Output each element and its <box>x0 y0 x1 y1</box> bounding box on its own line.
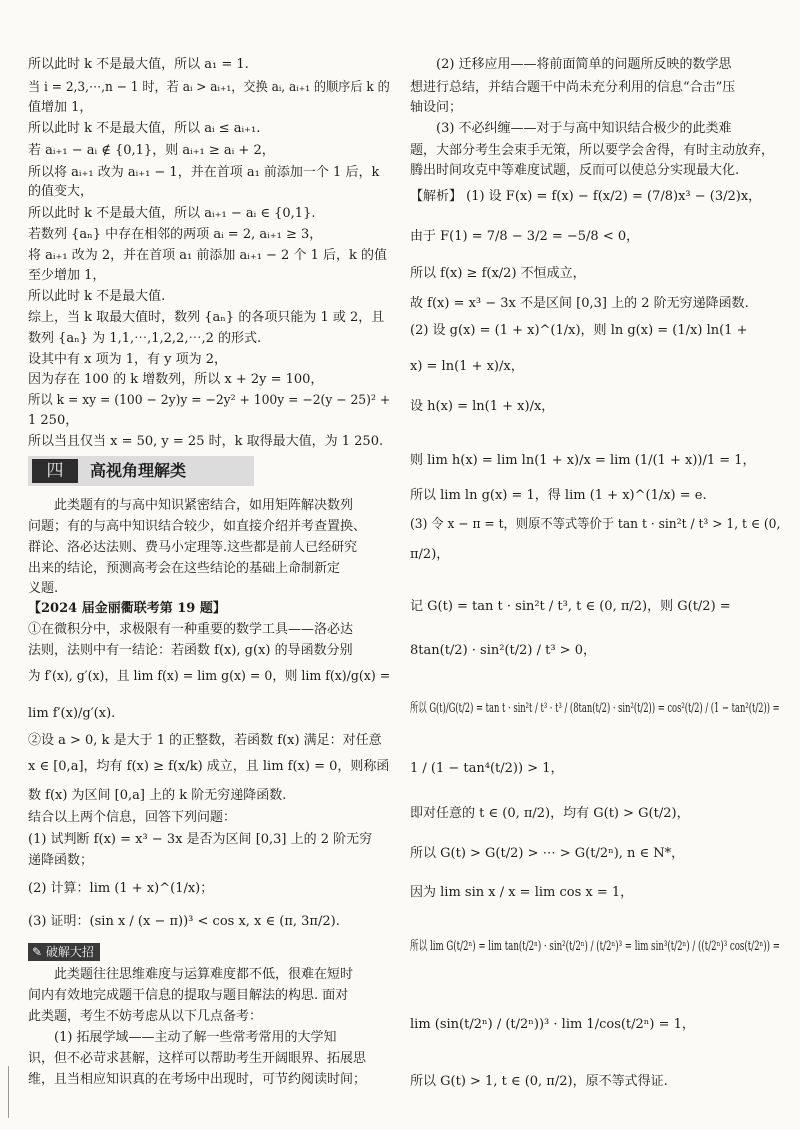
solution-line: 所以 G(t) > 1, t ∈ (0, π/2)，原不等式得证. <box>410 1074 668 1089</box>
solution-line: 所以 f(x) ≥ f(x/2) 不恒成立， <box>410 266 586 281</box>
text-line: (3) 不必纠缠——对于与高中知识结合极少的此类难 <box>436 121 732 136</box>
tip-line: 此类题，考生不妨考虑从以下几点备考： <box>28 1009 263 1024</box>
text-line: 所以此时 k 不是最大值. <box>28 289 166 304</box>
text-line: 轴设问； <box>410 100 463 115</box>
text-line: 所以 k = xy = (100 − 2y)y = −2y² + 100y = −2(y − 25)² + <box>28 393 391 408</box>
solution-line: 所以 G(t)/G(t/2) = tan t · sin²t / t³ · t³ / (8tan(t/2) · sin²(t/2)) = cos²(t/2) / (1 − tan²(t/2)) = <box>410 701 780 716</box>
text-line: 的值变大， <box>28 184 94 199</box>
intro-line: 此类题有的与高中知识紧密结合，如用矩阵解决数列 <box>54 498 354 513</box>
text-line: 当 i = 2,3,⋯,n − 1 时，若 aᵢ > aᵢ₊₁，交换 aᵢ, aᵢ₊₁ 的顺序后 k 的 <box>28 80 390 95</box>
text-line: 若 aᵢ₊₁ − aᵢ ∉ {0,1}，则 aᵢ₊₁ ≥ aᵢ + 2， <box>28 143 275 158</box>
tip-line: (1) 拓展学域——主动了解一些常考常用的大学知 <box>54 1030 337 1045</box>
text-line: 所以此时 k 不是最大值，所以 a₁ = 1. <box>28 57 249 72</box>
section-number: 四 <box>32 459 78 483</box>
solution-line: 设 h(x) = ln(1 + x)/x， <box>410 399 555 414</box>
intro-line: 群论、洛必达法则、费马小定理等.这些都是前人已经研究 <box>28 540 358 555</box>
solution-line: 则 lim h(x) = lim ln(1 + x)/x = lim (1/(1 + x))/1 = 1， <box>410 453 756 468</box>
text-line: 设其中有 x 项为 1，有 y 项为 2， <box>28 352 228 367</box>
text-line: (2) 迁移应用——将前面简单的问题所反映的数学思 <box>436 57 732 72</box>
intro-line: 义题. <box>28 581 59 596</box>
problem-line: (3) 证明：(sin x / (x − π))³ < cos x, x ∈ (π, 3π/2). <box>28 914 340 929</box>
solution-line: 故 f(x) = x³ − 3x 不是区间 [0,3] 上的 2 阶无穷递降函数. <box>410 296 749 311</box>
text-line: 所以当且仅当 x = 50, y = 25 时，k 取得最大值，为 1 250. <box>28 434 384 449</box>
text-line: 腾出时间攻克中等难度试题，反而可以使总分实现最大化. <box>410 163 740 178</box>
text-line: 数列 {aₙ} 为 1,1,⋯,1,2,2,⋯,2 的形式. <box>28 331 262 346</box>
text-line: 所以将 aᵢ₊₁ 改为 aᵢ₊₁ − 1，并在首项 a₁ 前添加一个 1 后，k <box>28 165 380 180</box>
section-heading <box>28 456 254 486</box>
solution-line: 1 / (1 − tan⁴(t/2)) > 1， <box>410 761 564 776</box>
solution-line: 由于 F(1) = 7/8 − 3/2 = −5/8 < 0， <box>410 229 640 244</box>
problem-line: x ∈ [0,a]，均有 f(x) ≥ f(x/k) 成立，且 lim f(x) = 0，则称函 <box>28 759 390 774</box>
section-title: 高视角理解类 <box>90 461 187 480</box>
solution-line: 记 G(t) = tan t · sin²t / t³, t ∈ (0, π/2)，则 G(t/2) = <box>410 599 731 614</box>
text-line: 所以此时 k 不是最大值，所以 aᵢ ≤ aᵢ₊₁. <box>28 121 261 136</box>
text-line: 将 aᵢ₊₁ 改为 2，并在首项 a₁ 前添加 aᵢ₊₁ − 2 个 1 后，k 的值 <box>28 248 388 263</box>
text-line: 至少增加 1， <box>28 268 106 283</box>
intro-line: 出来的结论，预测高考会在这些结论的基础上命制新定 <box>28 561 341 576</box>
tip-line: 维，且当相应知识真的在考场中出现时，可节约阅读时间； <box>28 1072 367 1087</box>
problem-line: ①在微积分中，求极限有一种重要的数学工具——洛必达 <box>28 622 354 637</box>
solution-line: 因为 lim sin x / x = lim cos x = 1， <box>410 885 634 900</box>
problem-line: lim f′(x)/g′(x). <box>28 706 116 721</box>
tip-line: 此类题往往思维难度与运算难度都不低，很难在短时 <box>54 967 354 982</box>
solution-line: π/2)， <box>410 547 450 562</box>
solution-line: 8tan(t/2) · sin²(t/2) / t³ > 0， <box>410 643 596 658</box>
problem-line: (1) 试判断 f(x) = x³ − 3x 是否为区间 [0,3] 上的 2 阶无穷 <box>28 832 373 847</box>
intro-line: 问题；有的与高中知识结合较少，如直接介绍并考查置换、 <box>28 519 367 534</box>
text-line: 1 250， <box>28 413 79 428</box>
solution-line: x) = ln(1 + x)/x， <box>410 359 524 374</box>
text-line: 所以此时 k 不是最大值，所以 aᵢ₊₁ − aᵢ ∈ {0,1}. <box>28 206 316 221</box>
solution-line: 所以 lim G(t/2ⁿ) = lim tan(t/2ⁿ) · sin²(t/2ⁿ) / (t/2ⁿ)³ = lim sin³(t/2ⁿ) / ((t/2ⁿ)³ cos(t/2ⁿ)) = <box>410 939 780 954</box>
problem-line: 数 f(x) 为区间 [0,a] 上的 k 阶无穷递降函数. <box>28 788 287 803</box>
tip-tag <box>28 943 100 961</box>
solution-line: (2) 设 g(x) = (1 + x)^(1/x)，则 ln g(x) = (1/x) ln(1 + <box>410 323 748 338</box>
problem-line: ②设 a > 0, k 是大于 1 的正整数，若函数 f(x) 满足：对任意 <box>28 733 382 748</box>
text-line: 题，大部分考生会束手无策，所以要学会舍得，有时主动放弃， <box>410 143 775 158</box>
solution-line: 即对任意的 t ∈ (0, π/2)，均有 G(t) > G(t/2)， <box>410 806 690 821</box>
problem-line: (2) 计算：lim (1 + x)^(1/x)； <box>28 881 214 896</box>
solution-line: 【解析】 (1) 设 F(x) = f(x) − f(x/2) = (7/8)x³ − (3/2)x， <box>410 189 762 204</box>
bulb-icon: ✎ <box>32 945 43 959</box>
text-line: 因为存在 100 的 k 增数列，所以 x + 2y = 100， <box>28 372 324 387</box>
solution-line: (3) 令 x − π = t，则原不等式等价于 tan t · sin²t / t³ > 1, t ∈ (0, <box>410 517 781 532</box>
text-line: 想进行总结，并结合题干中尚未充分利用的信息“合击”压 <box>410 80 736 95</box>
text-line: 综上，当 k 取最大值时，数列 {aₙ} 的各项只能为 1 或 2，且 <box>28 310 385 325</box>
tip-line: 间内有效地完成题干信息的提取与题目解法的构思. 面对 <box>28 988 349 1003</box>
problem-source: 【2024 届金丽衢联考第 19 题】 <box>28 601 226 616</box>
solution-line: 所以 G(t) > G(t/2) > ⋯ > G(t/2ⁿ), n ∈ N*， <box>410 846 685 861</box>
problem-line: 为 f′(x), g′(x)，且 lim f(x) = lim g(x) = 0，则 lim f(x)/g(x) = <box>28 669 391 684</box>
problem-line: 递降函数； <box>28 853 94 868</box>
tip-line: 识，但不必苛求甚解，这样可以帮助考生开阔眼界、拓展思 <box>28 1051 367 1066</box>
problem-line: 结合以上两个信息，回答下列问题： <box>28 810 237 825</box>
problem-line: 法则，法则中有一结论：若函数 f(x), g(x) 的导函数分别 <box>28 643 353 658</box>
solution-line: 所以 lim ln g(x) = 1，得 lim (1 + x)^(1/x) = e. <box>410 488 707 503</box>
tip-label: 破解大招 <box>45 945 94 959</box>
text-line: 若数列 {aₙ} 中存在相邻的两项 aᵢ = 2, aᵢ₊₁ ≥ 3， <box>28 227 323 242</box>
solution-line: lim (sin(t/2ⁿ) / (t/2ⁿ))³ · lim 1/cos(t/2ⁿ) = 1， <box>410 1017 695 1032</box>
text-line: 值增加 1， <box>28 100 93 115</box>
page-edge-mark <box>8 1066 9 1118</box>
